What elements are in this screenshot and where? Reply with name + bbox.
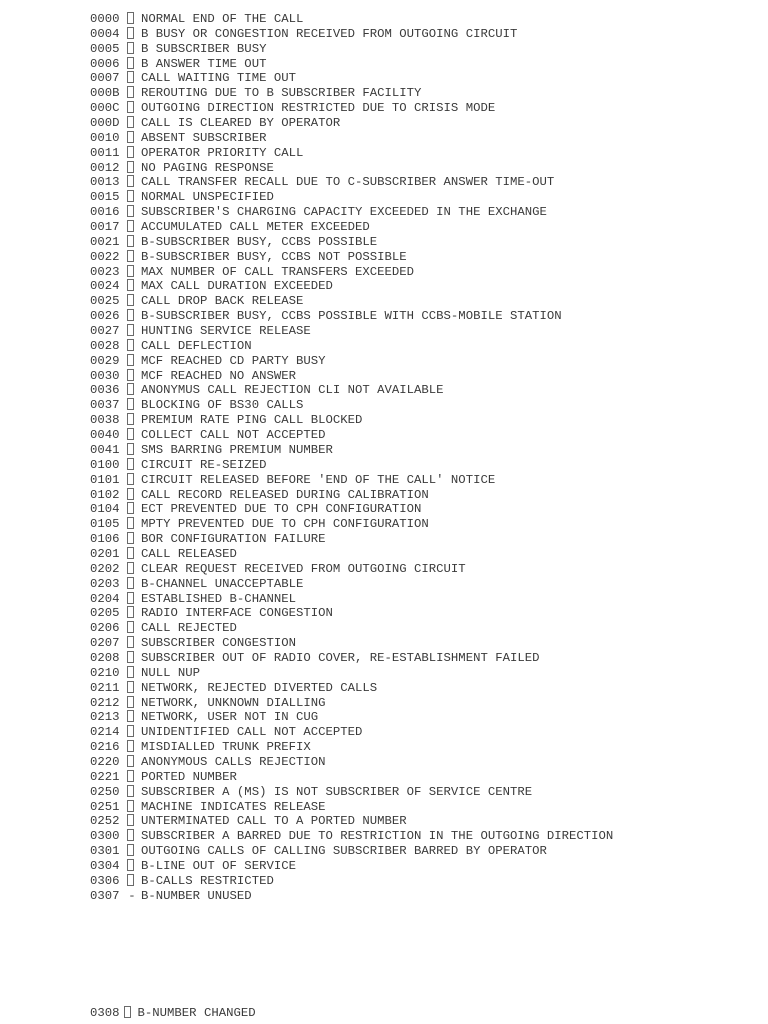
glyph-box-icon bbox=[127, 369, 134, 381]
cause-description: CALL DROP BACK RELEASE bbox=[141, 294, 304, 309]
cause-description: B-CHANNEL UNACCEPTABLE bbox=[141, 576, 304, 591]
cause-code: 0106 bbox=[90, 532, 120, 547]
cause-code: 0220 bbox=[90, 754, 120, 769]
code-entry bbox=[90, 235, 613, 250]
cause-description: OUTGOING CALLS OF CALLING SUBSCRIBER BARRED BY OPERATOR bbox=[141, 844, 547, 859]
glyph-box-icon bbox=[127, 294, 134, 306]
glyph-box-icon bbox=[127, 814, 134, 826]
cause-code: 0010 bbox=[90, 130, 120, 145]
cause-description: B-SUBSCRIBER BUSY, CCBS NOT POSSIBLE bbox=[141, 249, 407, 264]
cause-code: 0304 bbox=[90, 858, 120, 873]
cause-description: MAX CALL DURATION EXCEEDED bbox=[141, 279, 333, 294]
cause-description: NETWORK, USER NOT IN CUG bbox=[141, 710, 319, 725]
cause-code: 0015 bbox=[90, 190, 120, 205]
cause-description: PORTED NUMBER bbox=[141, 769, 237, 784]
glyph-box-icon bbox=[127, 547, 134, 559]
cause-description: NORMAL END OF THE CALL bbox=[141, 12, 304, 26]
cause-description: NETWORK, REJECTED DIVERTED CALLS bbox=[141, 680, 378, 695]
cause-code: 0221 bbox=[90, 769, 120, 784]
cause-code: 0026 bbox=[90, 309, 120, 324]
cause-code: 0307 bbox=[90, 888, 120, 903]
cause-description: OUTGOING DIRECTION RESTRICTED DUE TO CRISIS MODE bbox=[141, 101, 496, 116]
code-entry bbox=[90, 621, 613, 636]
cause-description: NULL NUP bbox=[141, 665, 201, 680]
cause-description: SUBSCRIBER OUT OF RADIO COVER, RE-ESTABLISHMENT FAILED bbox=[141, 650, 540, 665]
cause-code: 0023 bbox=[90, 264, 120, 279]
cause-code: 0011 bbox=[90, 145, 120, 160]
cause-description: SUBSCRIBER A (MS) IS NOT SUBSCRIBER OF SERVICE CENTRE bbox=[141, 784, 533, 799]
cause-code: 0300 bbox=[90, 829, 120, 844]
cause-description: MAX NUMBER OF CALL TRANSFERS EXCEEDED bbox=[141, 264, 415, 279]
cause-description: ECT PREVENTED DUE TO CPH CONFIGURATION bbox=[141, 502, 422, 517]
cause-description: OPERATOR PRIORITY CALL bbox=[141, 145, 304, 160]
cause-code: 0212 bbox=[90, 695, 120, 710]
glyph-box-icon bbox=[127, 235, 134, 247]
glyph-box-icon bbox=[127, 413, 134, 425]
cause-description: ACCUMULATED CALL METER EXCEEDED bbox=[141, 220, 370, 235]
code-entry bbox=[90, 696, 613, 711]
code-entry bbox=[90, 1006, 256, 1021]
code-entry bbox=[90, 488, 613, 503]
cause-description: UNTERMINATED CALL TO A PORTED NUMBER bbox=[141, 814, 407, 829]
code-entry bbox=[90, 71, 613, 86]
cause-description: REROUTING DUE TO B SUBSCRIBER FACILITY bbox=[141, 86, 422, 101]
cause-description: CALL RECORD RELEASED DURING CALIBRATION bbox=[141, 487, 429, 502]
glyph-box-icon bbox=[127, 562, 134, 574]
cause-description: B-CALLS RESTRICTED bbox=[141, 873, 274, 888]
cause-code: 0251 bbox=[90, 799, 120, 814]
cause-code: 0202 bbox=[90, 561, 120, 576]
cause-description: MCF REACHED CD PARTY BUSY bbox=[141, 353, 326, 368]
cause-code: 0101 bbox=[90, 472, 120, 487]
glyph-box-icon bbox=[127, 57, 134, 69]
cause-description: B-NUMBER CHANGED bbox=[137, 1006, 256, 1020]
cause-code: 0301 bbox=[90, 844, 120, 859]
glyph-box-icon bbox=[127, 636, 134, 648]
glyph-box-icon bbox=[127, 606, 134, 618]
cause-code: 0214 bbox=[90, 725, 120, 740]
glyph-box-icon bbox=[127, 116, 134, 128]
cause-code: 0208 bbox=[90, 650, 120, 665]
code-entry bbox=[90, 250, 613, 265]
glyph-box-icon bbox=[127, 383, 134, 395]
glyph-box-icon bbox=[127, 101, 134, 113]
cause-description: ANONYMOUS CALLS REJECTION bbox=[141, 754, 326, 769]
cause-description: SMS BARRING PREMIUM NUMBER bbox=[141, 442, 333, 457]
code-entry bbox=[90, 27, 613, 42]
cause-description: B-SUBSCRIBER BUSY, CCBS POSSIBLE WITH CCBS-MOBILE STATION bbox=[141, 309, 562, 324]
code-entry bbox=[90, 190, 613, 205]
glyph-box-icon bbox=[127, 86, 134, 98]
cause-description: B SUBSCRIBER BUSY bbox=[141, 41, 267, 56]
code-entry bbox=[90, 473, 613, 488]
glyph-box-icon bbox=[127, 710, 134, 722]
code-entry bbox=[90, 443, 613, 458]
cause-description: SUBSCRIBER CONGESTION bbox=[141, 636, 296, 651]
glyph-box-icon bbox=[127, 502, 134, 514]
code-entry bbox=[90, 101, 613, 116]
cause-code: 0022 bbox=[90, 249, 120, 264]
code-entry bbox=[90, 131, 613, 146]
cause-code: 000C bbox=[90, 101, 120, 116]
cause-code: 0206 bbox=[90, 621, 120, 636]
cause-code: 0012 bbox=[90, 160, 120, 175]
glyph-box-icon bbox=[127, 131, 134, 143]
cause-code: 0004 bbox=[90, 26, 120, 41]
cause-code: 0105 bbox=[90, 517, 120, 532]
cause-description: CALL IS CLEARED BY OPERATOR bbox=[141, 116, 341, 131]
cause-code: 0006 bbox=[90, 56, 120, 71]
cause-code: 0102 bbox=[90, 487, 120, 502]
cause-description: BOR CONFIGURATION FAILURE bbox=[141, 532, 326, 547]
code-entry bbox=[90, 725, 613, 740]
glyph-box-icon bbox=[127, 250, 134, 262]
code-entry bbox=[90, 829, 613, 844]
glyph-box-icon bbox=[127, 220, 134, 232]
glyph-box-icon bbox=[127, 681, 134, 693]
cause-description: SUBSCRIBER'S CHARGING CAPACITY EXCEEDED IN THE EXCHANGE bbox=[141, 205, 547, 220]
cause-description: B-SUBSCRIBER BUSY, CCBS POSSIBLE bbox=[141, 234, 378, 249]
cause-description: ABSENT SUBSCRIBER bbox=[141, 130, 267, 145]
dash-separator: - bbox=[128, 888, 136, 903]
cause-description: CALL WAITING TIME OUT bbox=[141, 71, 296, 86]
glyph-box-icon bbox=[127, 398, 134, 410]
code-entry bbox=[90, 592, 613, 607]
cause-description: B BUSY OR CONGESTION RECEIVED FROM OUTGOING CIRCUIT bbox=[141, 26, 518, 41]
cause-code: 0306 bbox=[90, 873, 120, 888]
cause-code: 0037 bbox=[90, 398, 120, 413]
code-entry bbox=[90, 532, 613, 547]
code-entry bbox=[90, 324, 613, 339]
code-entry bbox=[90, 309, 613, 324]
code-entry bbox=[90, 458, 613, 473]
cause-code: 0017 bbox=[90, 220, 120, 235]
code-entry bbox=[90, 86, 613, 101]
code-entry bbox=[90, 205, 613, 220]
code-entry bbox=[90, 666, 613, 681]
code-entry bbox=[90, 220, 613, 235]
glyph-box-icon bbox=[127, 725, 134, 737]
code-entry bbox=[90, 859, 613, 874]
code-entry bbox=[90, 398, 613, 413]
cause-description: NORMAL UNSPECIFIED bbox=[141, 190, 274, 205]
cause-description: RADIO INTERFACE CONGESTION bbox=[141, 606, 333, 621]
code-entry bbox=[90, 844, 613, 859]
cause-code: 0104 bbox=[90, 502, 120, 517]
code-entry bbox=[90, 116, 613, 131]
cause-code: 0207 bbox=[90, 636, 120, 651]
code-entry bbox=[90, 517, 613, 532]
code-entry bbox=[90, 57, 613, 72]
cause-description: MACHINE INDICATES RELEASE bbox=[141, 799, 326, 814]
cause-code: 0250 bbox=[90, 784, 120, 799]
code-entry bbox=[90, 785, 613, 800]
cause-code: 0013 bbox=[90, 175, 120, 190]
code-entry bbox=[90, 383, 613, 398]
code-entry bbox=[90, 294, 613, 309]
code-entry bbox=[90, 889, 613, 904]
cause-description: CALL TRANSFER RECALL DUE TO C-SUBSCRIBER ANSWER TIME-OUT bbox=[141, 175, 555, 190]
glyph-box-icon bbox=[127, 592, 134, 604]
cause-code: 0016 bbox=[90, 205, 120, 220]
cause-code: 0216 bbox=[90, 740, 120, 755]
code-entry bbox=[90, 413, 613, 428]
cause-description: B-NUMBER UNUSED bbox=[141, 888, 252, 903]
code-entry bbox=[90, 146, 613, 161]
cause-code-list bbox=[90, 12, 613, 904]
cause-description: HUNTING SERVICE RELEASE bbox=[141, 324, 311, 339]
code-entry bbox=[90, 606, 613, 621]
code-entry bbox=[90, 740, 613, 755]
cause-code: 0036 bbox=[90, 383, 120, 398]
code-entry bbox=[90, 339, 613, 354]
code-entry bbox=[90, 577, 613, 592]
cause-code-list-continued bbox=[90, 1006, 256, 1021]
glyph-box-icon bbox=[127, 532, 134, 544]
code-entry bbox=[90, 161, 613, 176]
glyph-box-icon bbox=[127, 12, 134, 24]
code-entry bbox=[90, 175, 613, 190]
code-entry bbox=[90, 770, 613, 785]
cause-description: COLLECT CALL NOT ACCEPTED bbox=[141, 428, 326, 443]
code-entry bbox=[90, 562, 613, 577]
cause-description: CALL DEFLECTION bbox=[141, 338, 252, 353]
cause-code: 0038 bbox=[90, 413, 120, 428]
cause-code: 0205 bbox=[90, 606, 120, 621]
cause-description: ANONYMUS CALL REJECTION CLI NOT AVAILABLE bbox=[141, 383, 444, 398]
cause-code: 0308 bbox=[90, 1006, 120, 1020]
glyph-box-icon bbox=[127, 844, 134, 856]
glyph-box-icon bbox=[127, 621, 134, 633]
glyph-box-icon bbox=[127, 577, 134, 589]
code-entry bbox=[90, 547, 613, 562]
glyph-box-icon bbox=[127, 146, 134, 158]
code-entry bbox=[90, 874, 613, 889]
cause-code: 0252 bbox=[90, 814, 120, 829]
cause-code: 000B bbox=[90, 86, 120, 101]
code-entry bbox=[90, 12, 613, 27]
glyph-box-icon bbox=[127, 205, 134, 217]
cause-code: 0040 bbox=[90, 428, 120, 443]
cause-code: 0100 bbox=[90, 457, 120, 472]
cause-description: MISDIALLED TRUNK PREFIX bbox=[141, 740, 311, 755]
cause-description: UNIDENTIFIED CALL NOT ACCEPTED bbox=[141, 725, 363, 740]
cause-code: 0024 bbox=[90, 279, 120, 294]
glyph-box-icon bbox=[127, 800, 134, 812]
cause-description: NO PAGING RESPONSE bbox=[141, 160, 274, 175]
glyph-box-icon bbox=[127, 473, 134, 485]
cause-description: BLOCKING OF BS30 CALLS bbox=[141, 398, 304, 413]
glyph-box-icon bbox=[127, 27, 134, 39]
code-entry bbox=[90, 369, 613, 384]
cause-description: CIRCUIT RELEASED BEFORE 'END OF THE CALL' NOTICE bbox=[141, 472, 496, 487]
glyph-box-icon bbox=[127, 190, 134, 202]
glyph-box-icon bbox=[127, 517, 134, 529]
glyph-box-icon bbox=[127, 666, 134, 678]
cause-code: 0211 bbox=[90, 680, 120, 695]
code-entry bbox=[90, 800, 613, 815]
code-entry bbox=[90, 710, 613, 725]
glyph-box-icon bbox=[127, 785, 134, 797]
glyph-box-icon bbox=[127, 324, 134, 336]
code-entry bbox=[90, 636, 613, 651]
code-entry bbox=[90, 502, 613, 517]
code-entry bbox=[90, 681, 613, 696]
glyph-box-icon bbox=[127, 770, 134, 782]
cause-code: 0210 bbox=[90, 665, 120, 680]
glyph-box-icon bbox=[127, 740, 134, 752]
cause-code: 0005 bbox=[90, 41, 120, 56]
glyph-box-icon bbox=[127, 651, 134, 663]
cause-description: CLEAR REQUEST RECEIVED FROM OUTGOING CIRCUIT bbox=[141, 561, 466, 576]
cause-code: 0204 bbox=[90, 591, 120, 606]
code-entry bbox=[90, 42, 613, 57]
cause-description: CIRCUIT RE-SEIZED bbox=[141, 457, 267, 472]
cause-code: 0213 bbox=[90, 710, 120, 725]
cause-description: CALL REJECTED bbox=[141, 621, 237, 636]
cause-code: 0030 bbox=[90, 368, 120, 383]
glyph-box-icon bbox=[127, 859, 134, 871]
cause-description: B-LINE OUT OF SERVICE bbox=[141, 858, 296, 873]
glyph-box-icon bbox=[127, 488, 134, 500]
glyph-box-icon bbox=[127, 175, 134, 187]
cause-code: 0041 bbox=[90, 442, 120, 457]
code-entry bbox=[90, 428, 613, 443]
glyph-box-icon bbox=[127, 309, 134, 321]
cause-code: 0021 bbox=[90, 234, 120, 249]
cause-code: 0201 bbox=[90, 546, 120, 561]
glyph-box-icon bbox=[127, 755, 134, 767]
cause-code: 0203 bbox=[90, 576, 120, 591]
glyph-box-icon bbox=[127, 874, 134, 886]
cause-code: 0025 bbox=[90, 294, 120, 309]
glyph-box-icon bbox=[127, 161, 134, 173]
cause-description: MPTY PREVENTED DUE TO CPH CONFIGURATION bbox=[141, 517, 429, 532]
glyph-box-icon bbox=[127, 458, 134, 470]
code-entry bbox=[90, 651, 613, 666]
glyph-box-icon bbox=[127, 279, 134, 291]
cause-description: ESTABLISHED B-CHANNEL bbox=[141, 591, 296, 606]
cause-description: PREMIUM RATE PING CALL BLOCKED bbox=[141, 413, 363, 428]
cause-code: 0028 bbox=[90, 338, 120, 353]
cause-description: SUBSCRIBER A BARRED DUE TO RESTRICTION IN THE OUTGOING DIRECTION bbox=[141, 829, 614, 844]
glyph-box-icon bbox=[127, 829, 134, 841]
glyph-box-icon bbox=[127, 354, 134, 366]
code-entry bbox=[90, 354, 613, 369]
cause-code: 0000 bbox=[90, 12, 120, 26]
glyph-box-icon bbox=[127, 42, 134, 54]
code-entry bbox=[90, 279, 613, 294]
glyph-box-icon bbox=[127, 265, 134, 277]
cause-code: 000D bbox=[90, 116, 120, 131]
glyph-box-icon bbox=[127, 696, 134, 708]
glyph-box-icon bbox=[127, 71, 134, 83]
glyph-box-icon bbox=[124, 1006, 131, 1018]
cause-description: NETWORK, UNKNOWN DIALLING bbox=[141, 695, 326, 710]
glyph-box-icon bbox=[127, 339, 134, 351]
glyph-box-icon bbox=[127, 428, 134, 440]
cause-description: MCF REACHED NO ANSWER bbox=[141, 368, 296, 383]
glyph-box-icon bbox=[127, 443, 134, 455]
cause-code: 0027 bbox=[90, 324, 120, 339]
cause-description: CALL RELEASED bbox=[141, 546, 237, 561]
cause-code: 0007 bbox=[90, 71, 120, 86]
code-entry bbox=[90, 814, 613, 829]
cause-description: B ANSWER TIME OUT bbox=[141, 56, 267, 71]
code-entry bbox=[90, 755, 613, 770]
code-entry bbox=[90, 265, 613, 280]
cause-code: 0029 bbox=[90, 353, 120, 368]
